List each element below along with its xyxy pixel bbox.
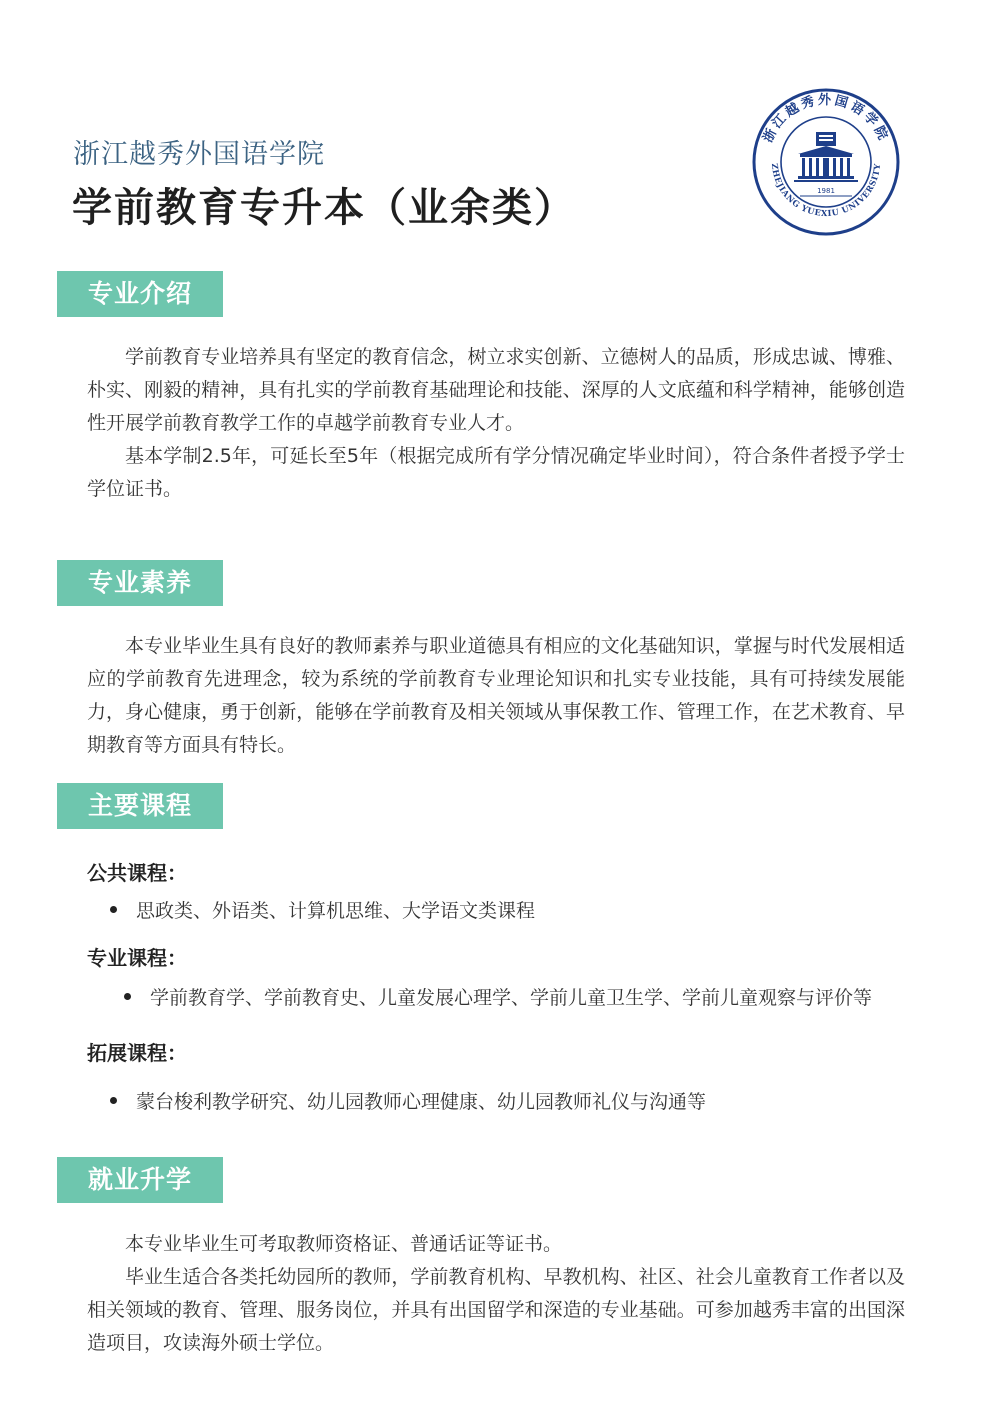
course-list-item xyxy=(124,984,872,1012)
section-tag-career: 就业升学 xyxy=(57,1157,223,1203)
quality-paragraph: 本专业毕业生具有良好的教师素养与职业道德具有相应的文化基础知识，掌握与时代发展相适应的学前教育先进理念，较为系统的学前教育专业理论知识和扎实专业技能，具有可持续发展能力，身心健康，勇于创新，能够在学前教育及相关领域从事保教工作、管理工作，在艺术教育、早期教育等方面具有特长。 xyxy=(87,635,905,756)
bullet-icon xyxy=(110,1097,117,1104)
course-list-item xyxy=(110,897,535,925)
bullet-icon xyxy=(110,906,117,913)
course-group-label-extended: 拓展课程： xyxy=(87,1041,187,1065)
intro-paragraph-2: 基本学制2.5年，可延长至5年（根据完成所有学分情况确定毕业时间），符合条件者授予学士学位证书。 xyxy=(87,445,905,500)
career-paragraph-1: 本专业毕业生可考取教师资格证、普通话证等证书。 xyxy=(125,1233,563,1255)
course-group-label-public: 公共课程： xyxy=(87,861,187,885)
course-group-label-major: 专业课程： xyxy=(87,946,187,970)
career-paragraph-2: 毕业生适合各类托幼园所的教师，学前教育机构、早教机构、社区、社会儿童教育工作者以及相关领域的教育、管理、服务岗位，并具有出国留学和深造的专业基础。可参加越秀丰富的出国深造项目，攻读海外硕士学位。 xyxy=(87,1266,905,1354)
bullet-icon xyxy=(124,993,131,1000)
university-seal-logo xyxy=(752,88,900,236)
section-tag-courses: 主要课程 xyxy=(57,783,223,829)
course-item-major: 学前教育学、学前教育史、儿童发展心理学、学前儿童卫生学、学前儿童观察与评价等 xyxy=(150,987,873,1009)
svg-text:浙江越秀外国语学院: 浙江越秀外国语学院 xyxy=(760,93,892,146)
svg-text:ZHEJIANG YUEXIU UNIVERSITY: ZHEJIANG YUEXIU UNIVERSITY xyxy=(769,162,883,219)
course-item-extended: 蒙台梭利教学研究、幼儿园教师心理健康、幼儿园教师礼仪与沟通等 xyxy=(136,1091,707,1113)
section-tag-intro: 专业介绍 xyxy=(57,271,223,317)
school-name: 浙江越秀外国语学院 xyxy=(73,139,325,170)
course-list-item xyxy=(110,1088,706,1116)
page-title: 学前教育专升本（业余类） xyxy=(72,185,576,231)
svg-text:1981: 1981 xyxy=(817,187,835,195)
course-item-public: 思政类、外语类、计算机思维、大学语文类课程 xyxy=(136,900,536,922)
section-tag-quality: 专业素养 xyxy=(57,560,223,606)
intro-paragraph-1: 学前教育专业培养具有坚定的教育信念，树立求实创新、立德树人的品质，形成忠诚、博雅、朴实、刚毅的精神，具有扎实的学前教育基础理论和技能、深厚的人文底蕴和科学精神，能够创造性开展学前教育教学工作的卓越学前教育专业人才。 xyxy=(87,346,905,434)
